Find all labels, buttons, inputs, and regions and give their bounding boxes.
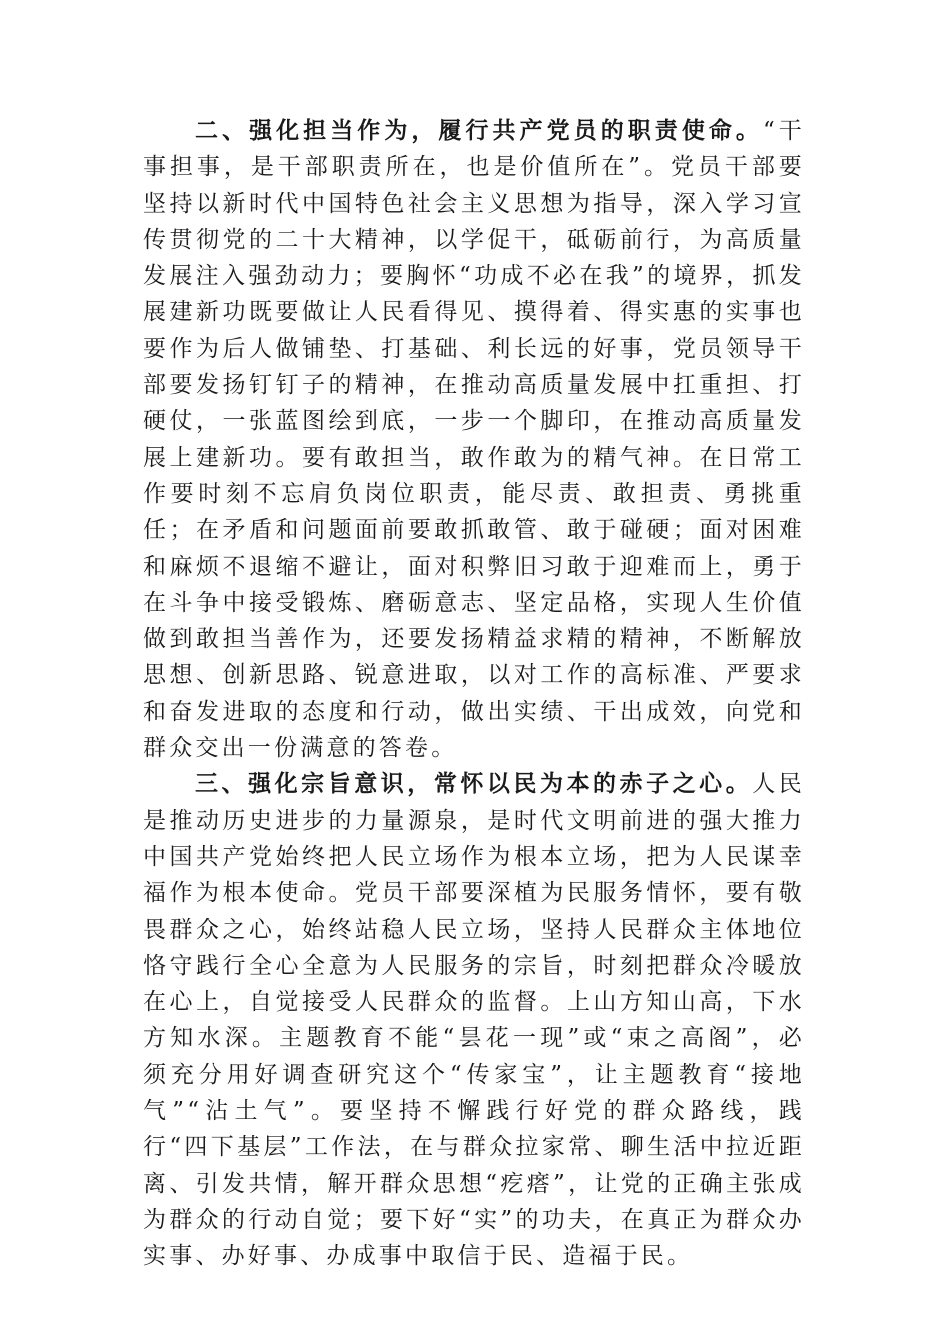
paragraph-three [143, 766, 805, 1274]
paragraph-two [143, 113, 805, 766]
document-body [143, 113, 805, 1275]
section-text-two: “干事担事，是干部职责所在，也是价值所在”。党员干部要坚持以新时代中国特色社会主义思想为指导，深入学习宣传贯彻党的二十大精神，以学促干，砥砺前行，为高质量发展注入强劲动力；要胸怀“功成不必在我”的境界，抓发展建新功既要做让人民看得见、摸得着、得实惠的实事也要作为后人做铺垫、打基础、利长远的好事，党员领导干部要发扬钉钉子的精神，在推动高质量发展中扛重担、打硬仗，一张蓝图绘到底，一步一个脚印，在推动高质量发展上建新功。要有敢担当，敢作敢为的精气神。在日常工作要时刻不忘肩负岗位职责，能尽责、敢担责、勇挑重任；在矛盾和问题面前要敢抓敢管、敢于碰硬；面对困难和麻烦不退缩不避让，面对积弊旧习敢于迎难而上，勇于在斗争中接受锻炼、磨砺意志、坚定品格，实现人生价值做到敢担当善作为，还要发扬精益求精的精神，不断解放思想、创新思路、锐意进取，以对工作的高标准、严要求和奋发进取的态度和行动，做出实绩、干出成效，向党和群众交出一份满意的答卷。 [143, 118, 805, 762]
section-heading-two: 二、强化担当作为，履行共产党员的职责使命。 [195, 118, 763, 144]
section-text-three: 人民是推动历史进步的力量源泉，是时代文明前进的强大推力中国共产党始终把人民立场作为根本立场，把为人民谋幸福作为根本使命。党员干部要深植为民服务情怀，要有敬畏群众之心，始终站稳人民立场，坚持人民群众主体地位恪守践行全心全意为人民服务的宗旨，时刻把群众冷暖放在心上，自觉接受人民群众的监督。上山方知山高，下水方知水深。主题教育不能“昙花一现”或“束之高阁”，必须充分用好调查研究这个“传家宝”，让主题教育“接地气”“沾土气”。要坚持不懈践行好党的群众路线，践行“四下基层”工作法，在与群众拉家常、聊生活中拉近距离、引发共情，解开群众思想“疙瘩”，让党的正确主张成为群众的行动自觉；要下好“实”的功夫，在真正为群众办实事、办好事、办成事中取信于民、造福于民。 [143, 771, 806, 1270]
section-heading-three: 三、强化宗旨意识，常怀以民为本的赤子之心。 [195, 771, 753, 798]
